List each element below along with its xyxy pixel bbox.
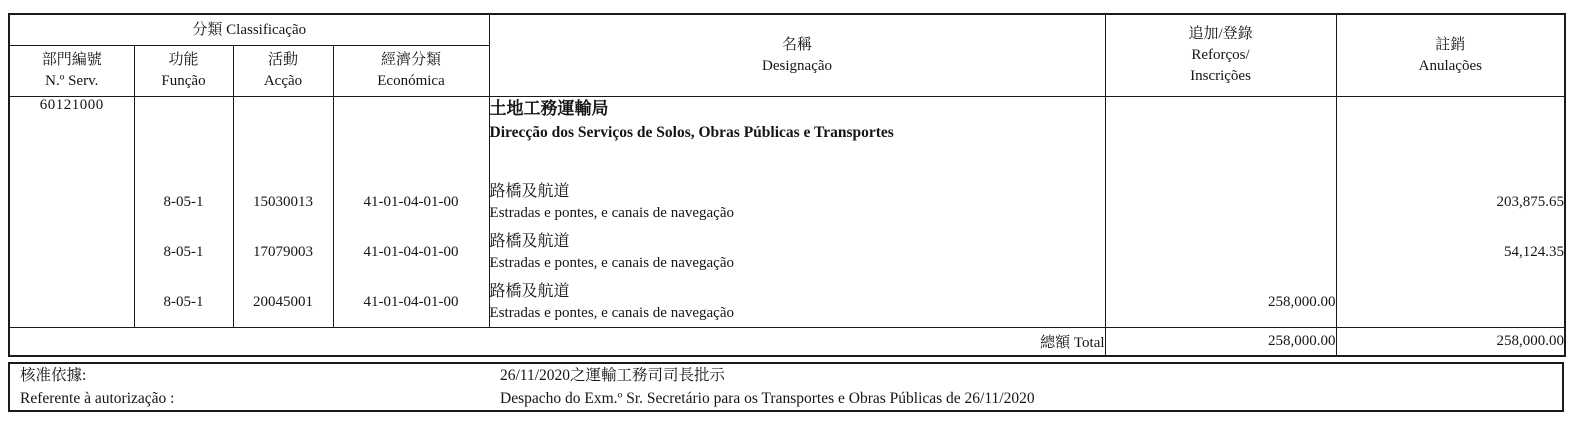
empty-cell xyxy=(333,97,489,178)
designation-zh: 路橋及航道 xyxy=(489,283,570,300)
reinforcement-column-header xyxy=(1105,14,1336,97)
department-row xyxy=(9,97,1565,178)
classification-group-header xyxy=(9,14,489,46)
reinforcement-amount xyxy=(1105,227,1336,277)
table-footer xyxy=(9,328,1565,357)
action-label-pt: Acção xyxy=(263,73,303,89)
reinforcement-amount xyxy=(1105,177,1336,227)
function-code-cell: 8-05-1 xyxy=(134,277,233,328)
economic-code-cell: 41-01-04-01-00 xyxy=(333,277,489,328)
reinforcement-amount: 258,000.00 xyxy=(1105,277,1336,328)
designation-cell xyxy=(489,227,1105,277)
table-row xyxy=(9,177,1565,227)
annulment-label-pt: Anulações xyxy=(1418,57,1482,74)
empty-cell xyxy=(134,97,233,178)
authorization-label-zh: 核准依據: xyxy=(20,367,87,384)
department-name-cell xyxy=(489,97,1105,178)
designation-cell xyxy=(489,177,1105,227)
department-name-pt: Direcção dos Serviços de Solos, Obras Públicas e Transportes xyxy=(489,124,894,141)
authorization-value-pt: Despacho do Exm.º Sr. Secretário para os Transportes e Obras Públicas de 26/11/2020 xyxy=(500,390,1035,407)
action-code-cell: 15030013 xyxy=(233,177,333,227)
authorization-label-pt: Referente à autorização : xyxy=(20,390,175,407)
total-annulment-amount: 258,000.00 xyxy=(1336,328,1565,357)
service-number-column-header xyxy=(9,46,134,97)
table-header xyxy=(9,14,1565,97)
table-row xyxy=(9,277,1565,328)
function-label-zh: 功能 xyxy=(168,52,199,69)
reinforcement-label-zh: 追加/登錄 xyxy=(1188,26,1253,43)
action-code-cell: 20045001 xyxy=(233,277,333,328)
function-column-header xyxy=(134,46,233,97)
annulment-amount: 54,124.35 xyxy=(1336,227,1565,277)
economic-column-header xyxy=(333,46,489,97)
designation-column-header xyxy=(489,14,1105,97)
authorization-label xyxy=(10,364,500,410)
header-row-group xyxy=(9,14,1565,46)
designation-zh: 路橋及航道 xyxy=(489,183,570,200)
economic-label-pt: Económica xyxy=(377,73,445,89)
action-label-zh: 活動 xyxy=(267,52,298,69)
reinforcement-label-pt1: Reforços/ xyxy=(1191,47,1250,64)
designation-label-zh: 名稱 xyxy=(782,36,813,53)
annulment-label-zh: 註銷 xyxy=(1435,36,1466,53)
economic-code-cell: 41-01-04-01-00 xyxy=(333,177,489,227)
annulment-amount: 203,875.65 xyxy=(1336,177,1565,227)
department-name-zh: 土地工務運輸局 xyxy=(489,99,609,118)
service-number-label-zh: 部門編號 xyxy=(41,52,102,69)
total-label: 總額 Total xyxy=(9,328,1105,357)
authorization-value xyxy=(500,364,1562,410)
authorization-value-zh: 26/11/2020之運輸工務司司長批示 xyxy=(500,367,726,384)
total-reinforcement-amount: 258,000.00 xyxy=(1105,328,1336,357)
budget-amendment-table xyxy=(8,13,1566,357)
annulment-amount xyxy=(1336,277,1565,328)
annulment-column-header xyxy=(1336,14,1565,97)
designation-cell xyxy=(489,277,1105,328)
authorization-box xyxy=(8,362,1564,412)
designation-pt: Estradas e pontes, e canais de navegação xyxy=(489,205,734,221)
economic-code-cell: 41-01-04-01-00 xyxy=(333,227,489,277)
table-row xyxy=(9,227,1565,277)
function-code-cell: 8-05-1 xyxy=(134,227,233,277)
function-label-pt: Função xyxy=(161,73,206,89)
table-body xyxy=(9,97,1565,328)
economic-label-zh: 經濟分類 xyxy=(381,52,442,69)
reinforcement-label-pt2: Inscrições xyxy=(1190,67,1251,84)
empty-cell xyxy=(1105,97,1336,178)
empty-cell xyxy=(1336,97,1565,178)
total-row xyxy=(9,328,1565,357)
designation-pt: Estradas e pontes, e canais de navegação xyxy=(489,305,734,321)
service-number-cell: 60121000 xyxy=(9,97,134,328)
designation-pt: Estradas e pontes, e canais de navegação xyxy=(489,255,734,271)
action-code-cell: 17079003 xyxy=(233,227,333,277)
function-code-cell: 8-05-1 xyxy=(134,177,233,227)
action-column-header xyxy=(233,46,333,97)
empty-cell xyxy=(233,97,333,178)
service-number-label-pt: N.º Serv. xyxy=(45,73,99,89)
designation-label-pt: Designação xyxy=(762,57,833,74)
classification-group-label: 分類 Classificação xyxy=(192,21,307,38)
designation-zh: 路橋及航道 xyxy=(489,233,570,250)
